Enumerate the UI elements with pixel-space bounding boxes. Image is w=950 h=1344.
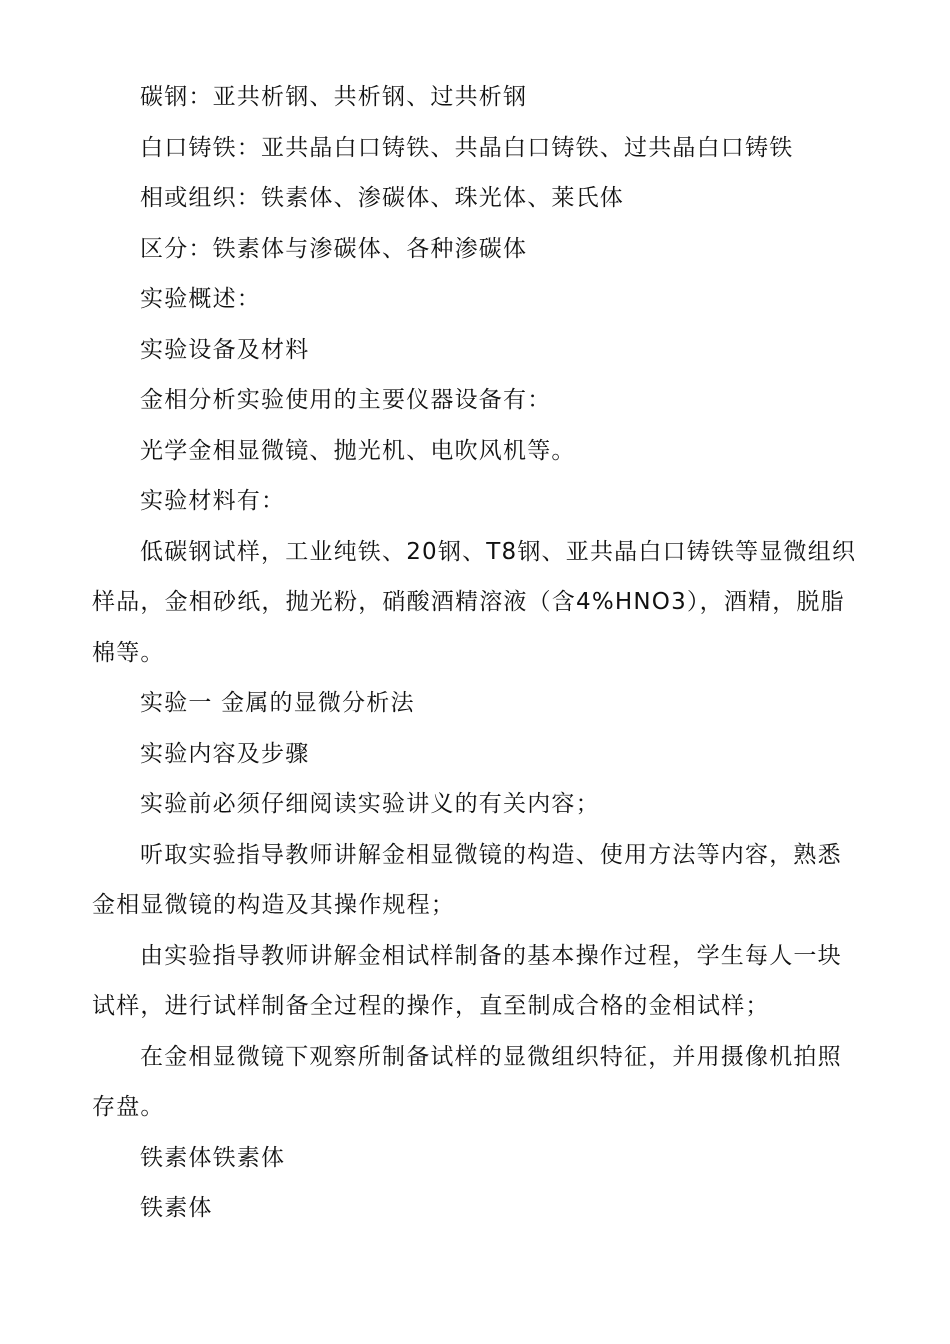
document-body: [92, 72, 862, 1234]
paragraph-step-2: 听取实验指导教师讲解金相显微镜的构造、使用方法等内容，熟悉金相显微镜的构造及其操作规程；: [92, 841, 842, 918]
paragraph-equipment-heading: 实验设备及材料: [140, 336, 310, 363]
paragraph-equipment-list: 光学金相显微镜、抛光机、电吹风机等。: [140, 437, 576, 464]
paragraph-experiment-title: 实验一 金属的显微分析法: [140, 690, 415, 716]
paragraph-step-1: 实验前必须仔细阅读实验讲义的有关内容；: [140, 791, 600, 817]
paragraph-white-cast-iron: 白口铸铁：亚共晶白口铸铁、共晶白口铸铁、过共晶白口铸铁: [140, 134, 794, 161]
paragraph-step-3: 由实验指导教师讲解金相试样制备的基本操作过程，学生每人一块试样，进行试样制备全过程的操作，直至制成合格的金相试样；: [92, 942, 842, 1019]
paragraph-phases: 相或组织：铁素体、渗碳体、珠光体、莱氏体: [140, 185, 624, 211]
paragraph-distinction: 区分：铁素体与渗碳体、各种渗碳体: [140, 235, 528, 262]
paragraph-step-4: 在金相显微镜下观察所制备试样的显微组织特征，并用摄像机拍照存盘。: [92, 1043, 842, 1120]
paragraph-materials-list: 低碳钢试样，工业纯铁、20钢、T8钢、亚共晶白口铸铁等显微组织样品，金相砂纸，抛光粉，硝酸酒精溶液（含4%HNO3），酒精，脱脂棉等。: [92, 538, 857, 666]
paragraph-ferrite-caption-2: 铁素体: [140, 1195, 213, 1221]
paragraph-carbon-steel: 碳钢：亚共析钢、共析钢、过共析钢: [140, 84, 528, 110]
paragraph-ferrite-caption-1: 铁素体铁素体: [140, 1144, 286, 1171]
paragraph-equipment-intro: 金相分析实验使用的主要仪器设备有：: [140, 387, 552, 413]
paragraph-steps-heading: 实验内容及步骤: [140, 740, 310, 767]
paragraph-overview-heading: 实验概述：: [140, 286, 261, 312]
paragraph-materials-heading: 实验材料有：: [140, 488, 286, 514]
